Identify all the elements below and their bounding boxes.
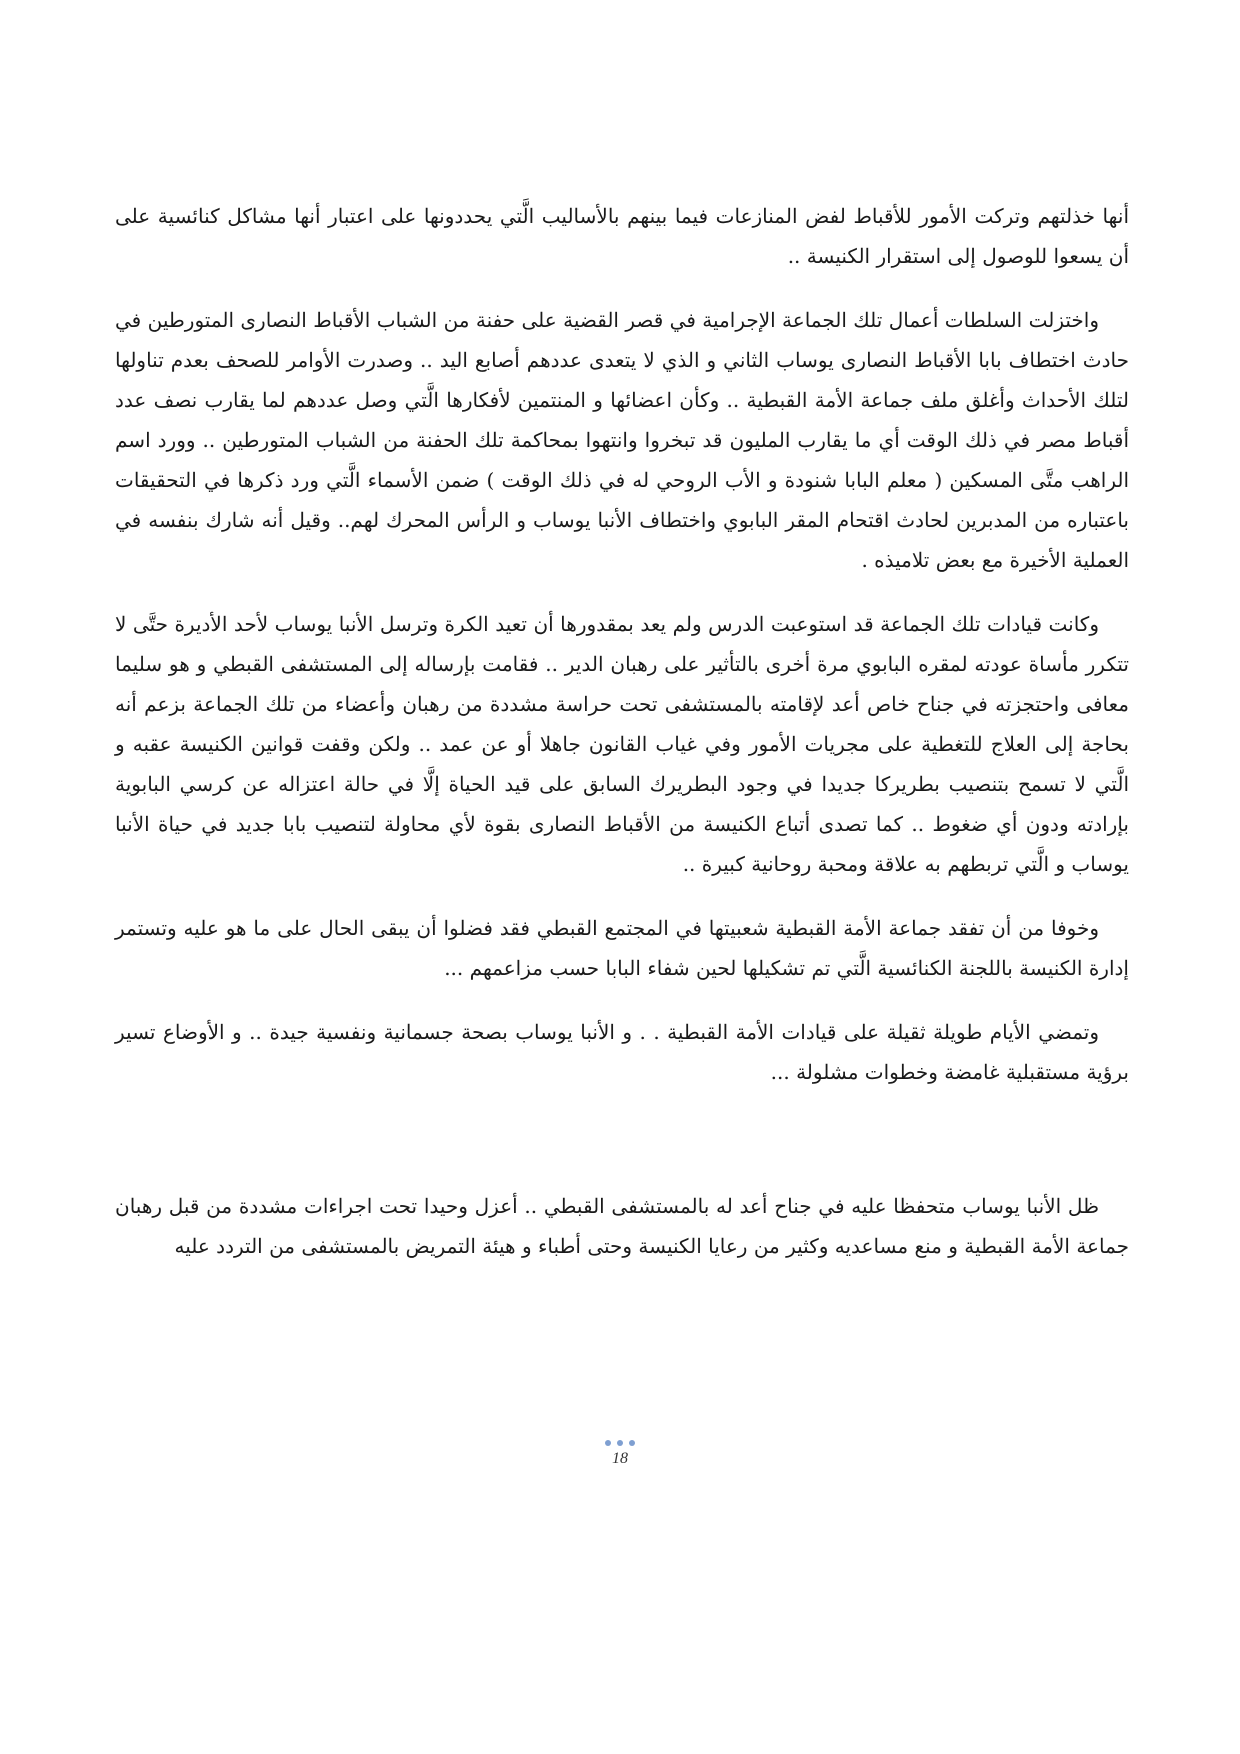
- paragraph-3: وكانت قيادات تلك الجماعة قد استوعبت الدرس ولم يعد بمقدورها أن تعيد الكرة وترسل الأنبا يوساب لأحد الأديرة حتَّى لا تتكرر مأساة عودته لمقره البابوي مرة أخرى بالتأثير على رهبان الدير .. فقامت بإرساله إلى المستشفى القبطي و هو سليما معافى واحتجزته في جناح خاص أعد لإقامته بالمستشفى تحت حراسة مشددة من رهبان وأعضاء من تلك الجماعة بزعم أنه بحاجة إلى العلاج للتغطية على مجريات الأمور وفي غياب القانون جاهلا أو عن عمد .. ولكن وقفت قوانين الكنيسة عقبه و الَّتي لا تسمح بتنصيب بطريركا جديدا في وجود البطريرك السابق على قيد الحياة إلَّا في حالة اعتزاله عن كرسي البابوية بإرادته ودون أي ضغوط .. كما تصدى أتباع الكنيسة من الأقباط النصارى بقوة لأي محاولة لتنصيب بابا جديد في حياة الأنبا يوساب و الَّتي تربطهم به علاقة ومحبة روحانية كبيرة ..: [115, 612, 1129, 876]
- document-page: [115, 196, 1129, 1290]
- dot-icon: [617, 1440, 623, 1446]
- paragraph-4: وخوفا من أن تفقد جماعة الأمة القبطية شعبيتها في المجتمع القبطي فقد فضلوا أن يبقى الحال على ما هو عليه وتستمر إدارة الكنيسة باللجنة الكنائسية الَّتي تم تشكيلها لحين شفاء البابا حسب مزاعمهم ...: [115, 916, 1129, 980]
- paragraph-1: أنها خذلتهم وتركت الأمور للأقباط لفض المنازعات فيما بينهم بالأساليب الَّتي يحددونها على اعتبار أنها مشاكل كنائسية على أن يسعوا للوصول إلى استقرار الكنيسة ..: [115, 204, 1129, 268]
- paragraph-6: ظل الأنبا يوساب متحفظا عليه في جناح أعد له بالمستشفى القبطي .. أعزل وحيدا تحت اجراءات مشددة من قبل رهبان جماعة الأمة القبطية و منع مساعديه وكثير من رعايا الكنيسة وحتى أطباء و هيئة التمريض بالمستشفى من التردد عليه: [115, 1194, 1129, 1258]
- paragraph-2: واختزلت السلطات أعمال تلك الجماعة الإجرامية في قصر القضية على حفنة من الشباب الأقباط النصارى المتورطين في حادث اختطاف بابا الأقباط النصارى يوساب الثاني و الذي لا يتعدى عددهم أصابع اليد .. وصدرت الأوامر للصحف بعدم تناولها لتلك الأحداث وأغلق ملف جماعة الأمة القبطية .. وكأن اعضائها و المنتمين لأفكارها الَّتي وصل عددهم لما يقارب نصف عدد أقباط مصر في ذلك الوقت أي ما يقارب المليون قد تبخروا وانتهوا بمحاكمة تلك الحفنة من الشباب المتورطين .. وورد اسم الراهب متَّى المسكين ( معلم البابا شنودة و الأب الروحي له في ذلك الوقت ) ضمن الأسماء الَّتي ورد ذكرها في التحقيقات باعتباره من المدبرين لحادث اقتحام المقر البابوي واختطاف الأنبا يوساب و الرأس المحرك لهم.. وقيل أنه شارك بنفسه في العملية الأخيرة مع بعض تلاميذه .: [115, 308, 1129, 572]
- ellipsis-dots-icon: [0, 1440, 1240, 1448]
- section-gap: [115, 1116, 1129, 1186]
- dot-icon: [629, 1440, 635, 1446]
- page-number: 18: [612, 1450, 628, 1467]
- dot-icon: [605, 1440, 611, 1446]
- page-footer: [0, 1440, 1240, 1468]
- paragraph-5: وتمضي الأيام طويلة ثقيلة على قيادات الأمة القبطية . . و الأنبا يوساب بصحة جسمانية ونفسية جيدة .. و الأوضاع تسير برؤية مستقبلية غامضة وخطوات مشلولة ...: [115, 1020, 1129, 1084]
